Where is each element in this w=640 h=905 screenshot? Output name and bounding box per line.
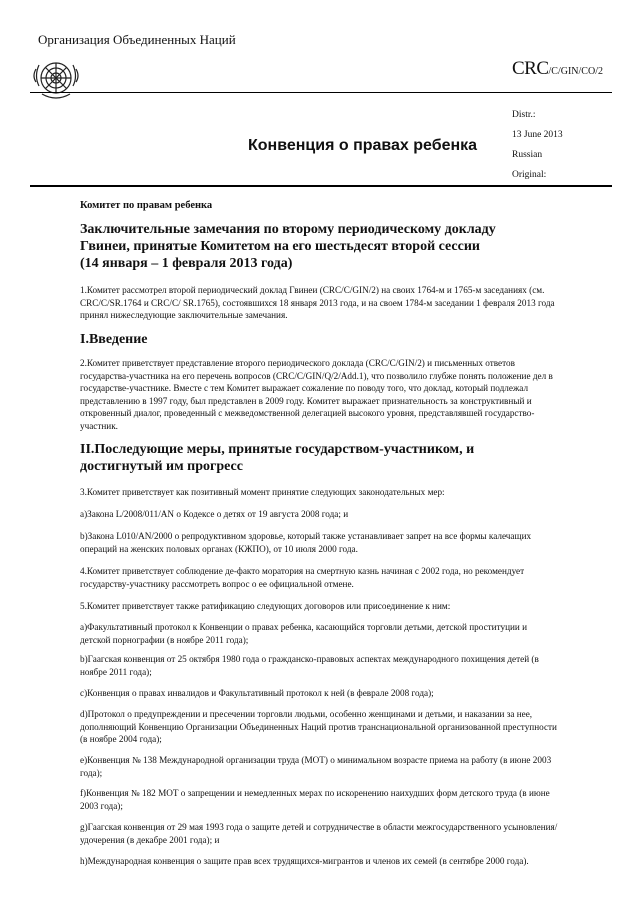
header-rule-bottom	[30, 185, 612, 187]
distr-label: Distr.:	[512, 110, 536, 120]
organization-name: Организация Объединенных Наций	[38, 32, 236, 47]
paragraph-4: 4.Комитет приветствует соблюдение де-факто моратория на смертную казнь начиная с 2002 года, но рекомендует государству-участнику рассмотреть вопрос о ее официальной отмене.	[80, 566, 525, 589]
paragraph-5h: h)Международная конвенция о защите прав всех трудящихся-мигрантов и членов их семей (в сентябре 2000 года).	[80, 856, 529, 866]
un-emblem-icon	[30, 52, 82, 104]
section-2-line-1: II.Последующие меры, принятые государством-участником, и	[80, 442, 475, 457]
paragraph-5e: e)Конвенция № 138 Международной организации труда (МОТ) о минимальном возрасте приема на работу (в июне 2003 года);	[80, 755, 552, 778]
document-symbol	[512, 58, 603, 80]
paragraph-5d: d)Протокол о предупреждении и пресечении торговли людьми, особенно женщинами и детьми, и наказании за нее, дополняющий Конвенцию Организации Объединенных Наций против транснациональной организованной преступности (в ноябре 2004 года);	[80, 709, 557, 744]
section-heading-followup	[80, 441, 550, 475]
paragraph-3a: a)Закона L/2008/011/AN о Кодексе о детях от 19 августа 2008 года; и	[80, 509, 349, 519]
title-line-2: Гвинеи, принятые Комитетом на его шестьдесят второй сессии	[80, 239, 480, 254]
paragraph-5b: b)Гаагская конвенция от 25 октября 1980 года о гражданско-правовых аспектах международного похищения детей (в ноябре 2011 года);	[80, 654, 539, 677]
document-language: Russian	[512, 150, 543, 160]
paragraph-5: 5.Комитет приветствует также ратификацию следующих договоров или присоединение к ним:	[80, 601, 451, 611]
paragraph-2: 2.Комитет приветствует представление второго периодического доклада (CRC/C/GIN/2) и письменных ответов государства-участника на его перечень вопросов (CRC/C/GIN/Q/2/Add.1), что позволило глубже понять положение дел в государстве-участнике. Вместе с тем Комитет выражает сожаление по поводу того, что доклад, который подлежал представлению в 1997 году, был представлен в 2009 году. Комитет выражает признательность за конструктивный и откровенный диалог, проведенный с межведомственной делегацией высокого уровня, представлявшей государство-участник.	[80, 358, 553, 431]
symbol-suffix: /C/GIN/CO/2	[548, 66, 603, 77]
original-label: Original:	[512, 170, 547, 180]
paragraph-3b: b)Закона L010/AN/2000 о репродуктивном здоровье, который также устанавливает запрет на все формы калечащих операций на женских половых органах (КЖПО), от 10 июля 2000 года.	[80, 531, 532, 554]
paragraph-5a: a)Факультативный протокол к Конвенции о правах ребенка, касающийся торговли детьми, детской проституции и детской порнографии (в ноябре 2011 года);	[80, 622, 528, 645]
symbol-main: CRC	[512, 58, 549, 79]
paragraph-5c: c)Конвенция о правах инвалидов и Факультативный протокол к ней (в феврале 2008 года);	[80, 688, 434, 698]
paragraph-3: 3.Комитет приветствует как позитивный момент принятие следующих законодательных мер:	[80, 487, 445, 497]
section-heading-introduction: I.Введение	[80, 332, 148, 347]
convention-title: Конвенция о правах ребенка	[248, 137, 478, 154]
document-date: 13 June 2013	[512, 130, 563, 140]
paragraph-1: 1.Комитет рассмотрел второй периодический доклад Гвинеи (CRC/C/GIN/2) на своих 1764-м и 1765-м заседаниях (см. CRC/C/SR.1764 и CRC/C/ SR.1765), состоявшихся 18 января 2013 года, и на своем 1784-м заседании 1 февраля 2013 года принял нижеследующие заключительные замечания.	[80, 285, 555, 320]
paragraph-5g: g)Гаагская конвенция от 29 мая 1993 года о защите детей и сотрудничестве в области межгосударственного усыновления/удочерения (в декабре 2001 года); и	[80, 822, 558, 845]
paragraph-5f: f)Конвенция № 182 МОТ о запрещении и немедленных мерах по искоренению наихудших форм детского труда (в июне 2003 года);	[80, 788, 550, 811]
title-line-1: Заключительные замечания по второму периодическому докладу	[80, 222, 496, 237]
header-rule-top	[30, 92, 612, 93]
section-2-line-2: достигнутый им прогресс	[80, 459, 243, 474]
title-line-3: (14 января – 1 февраля 2013 года)	[80, 256, 293, 271]
committee-name: Комитет по правам ребенка	[80, 200, 213, 211]
document-title	[80, 221, 540, 272]
